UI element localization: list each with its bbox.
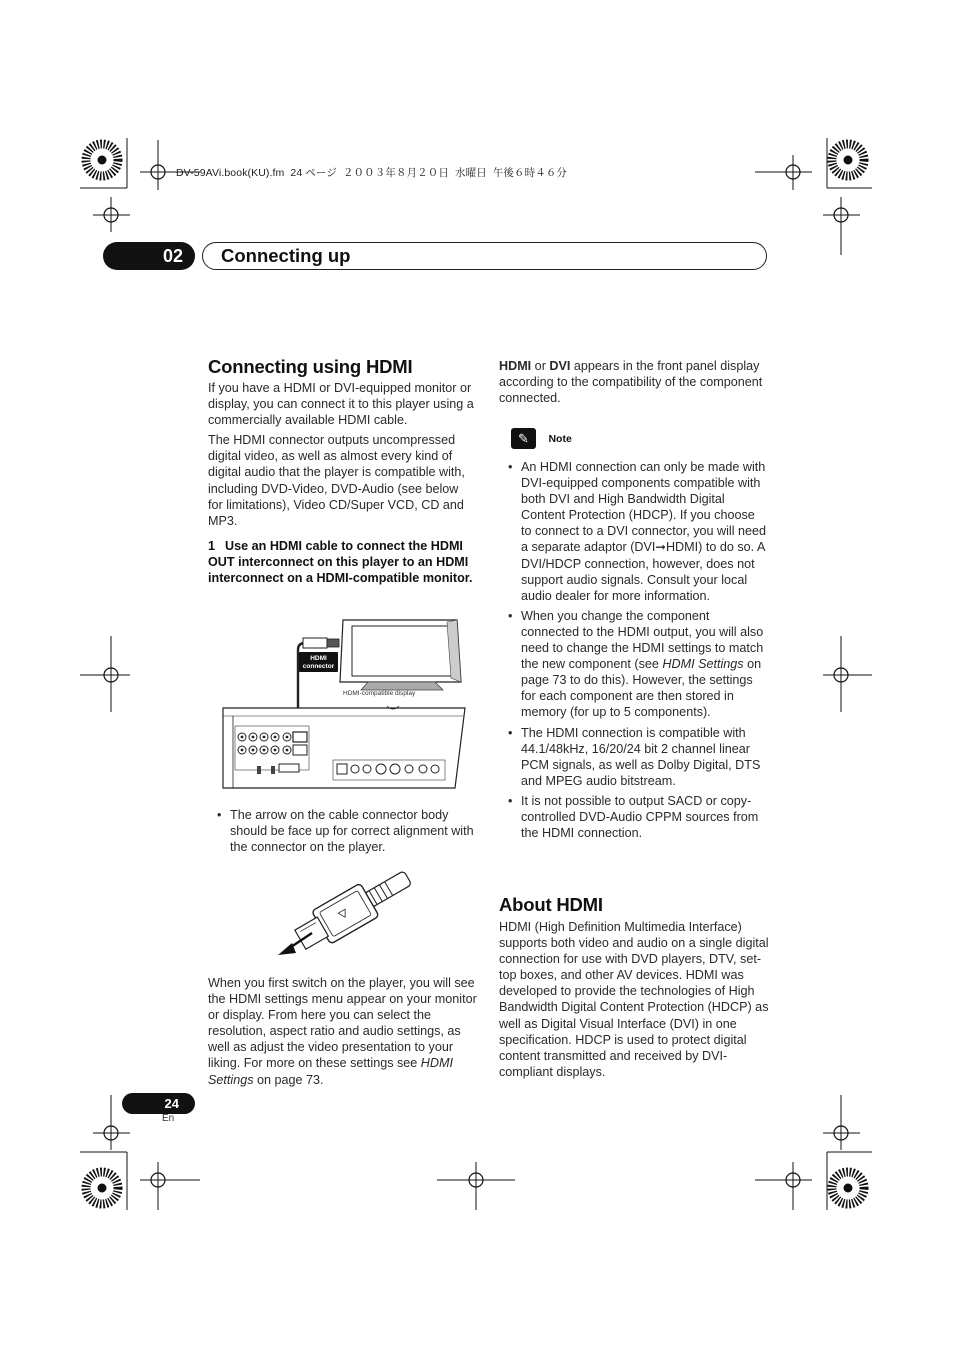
page-language: En	[162, 1113, 175, 1124]
section-heading-about-hdmi: About HDMI	[499, 894, 603, 915]
closing-text: When you first switch on the player, you will see the HDMI settings menu appear on your monitor or display. From here you can select the resolution, aspect ratio and audio settings, as well as adjust the video presentation to your liking. For more on these settings see	[208, 976, 477, 1071]
connector-label-line-1: HDMI	[310, 655, 327, 662]
note-item-1: An HDMI connection can only be made with DVI-equipped components compatible with both DVI and High Bandwidth Digital Content Protection (HDCP). If you choose to connect to a DVI connector, you will need a separate adaptor (DVI➞HDMI) to do so. A DVI/HDCP connection, however, does not support audio signals. Consult your local audio dealer for more information.	[521, 460, 767, 603]
front-panel-paragraph	[499, 358, 767, 410]
crosshair-right-middle	[823, 636, 872, 712]
crosshair-left-lower	[93, 1115, 130, 1150]
front-panel-text	[499, 358, 767, 406]
front-or: or	[531, 359, 550, 373]
intro-paragraph-2: The HDMI connector outputs uncompressed digital video, as well as almost every kind of digital audio that the player is compatible with, including DVD-Video, DVD-Audio (see below for limitations), Video CD/Super VCD, CD and MP3.	[208, 433, 465, 528]
hdmi-connection-figure	[205, 610, 475, 795]
page-number: 24	[164, 1096, 179, 1111]
front-dvi: DVI	[549, 359, 571, 373]
closing-paragraph	[208, 975, 478, 1088]
chapter-title: Connecting up	[221, 245, 351, 266]
arrow-note-list	[208, 807, 476, 855]
chapter-number-badge	[103, 242, 195, 270]
crosshair-left-middle	[80, 636, 130, 712]
note-item-3: The HDMI connection is compatible with 44.1/48kHz, 16/20/24 bit 2 channel linear PCM signals, as well as Dolby Digital, DTS and MPEG audio bitstream.	[521, 725, 761, 788]
connector-label-line-2: connector	[302, 663, 335, 670]
crosshair-right-upper	[823, 197, 860, 232]
file-header: DV-59AVi.book(KU).fm 24 ページ ２００３年８月２０日 水曜日 午後６時４６分	[176, 167, 568, 179]
note-list-container	[499, 459, 767, 845]
front-hdmi: HDMI	[499, 359, 532, 373]
registration-sunburst-bottom-left	[86, 1172, 118, 1204]
step-number: 1	[208, 539, 216, 553]
list-item	[499, 725, 767, 789]
closing-italic-ref: HDMI Settings	[208, 1056, 453, 1087]
left-intro	[208, 380, 476, 533]
crosshair-right-lower	[823, 1115, 860, 1150]
crosshair-bottom-left	[140, 1162, 200, 1210]
page-number-badge	[122, 1093, 195, 1114]
registration-sunburst-bottom-right	[832, 1172, 864, 1204]
bullet-arrow-alignment: The arrow on the cable connector body should be face up for correct alignment with the connector on the player.	[230, 808, 474, 855]
about-paragraph-container	[499, 919, 769, 1084]
list-item	[499, 459, 767, 604]
crosshair-bottom-right	[755, 1162, 812, 1210]
player-rear-panel-illustration	[223, 706, 465, 788]
crosshair-left-upper	[93, 197, 130, 232]
front-rest: appears in the front panel display according to the compatibility of the component connected.	[499, 359, 763, 406]
note-item-2-italic-ref: HDMI Settings	[662, 657, 744, 672]
hdmi-plug-illustration	[270, 865, 420, 965]
closing-text-end: on page 73.	[253, 1072, 324, 1087]
chapter-title-bar	[202, 242, 767, 270]
note-item-2-end: on page 73 to do this). However, the settings for each component are then stored in memory (for up to 5 components).	[521, 657, 762, 720]
note-list	[499, 459, 767, 841]
step-1	[208, 538, 478, 586]
crosshair-bottom-center	[437, 1162, 515, 1210]
left-bullets	[208, 807, 476, 859]
note-item-4: It is not possible to output SACD or copy-controlled DVD-Audio CPPM sources from the HDMI connection.	[521, 793, 759, 841]
registration-sunburst-top-right	[832, 144, 864, 176]
list-item	[208, 807, 476, 855]
note-header	[511, 428, 572, 449]
list-item	[499, 793, 767, 841]
display-label: HDMI-compatible display	[343, 690, 416, 697]
pencil-icon: ✎	[511, 428, 536, 449]
list-item	[499, 608, 767, 721]
left-closing	[208, 975, 478, 1092]
note-label: Note	[548, 432, 572, 445]
section-heading-connecting-hdmi: Connecting using HDMI	[208, 356, 413, 377]
note-item-2: When you change the component connected to the HDMI output, you will also need to change the HDMI settings to match the new component (see	[521, 608, 764, 672]
registration-sunburst-top-left	[86, 144, 118, 176]
crosshair-top-right	[755, 155, 812, 190]
about-paragraph: HDMI (High Definition Multimedia Interface) supports both video and audio on a single digital connection for use with DVD players, DTV, set-top boxes, and other AV devices. HDMI was developed to provide the technologies of High Bandwidth Digital Content Protection (HDCP) as well as Digital Visual Interface (DVI) in one specification. HDCP is used to protect digital content transmitted and received by DVI-compliant displays.	[499, 920, 769, 1079]
hdmi-display-illustration	[340, 620, 461, 690]
step-text: Use an HDMI cable to connect the HDMI OUT interconnect on this player to an HDMI interconnect on a HDMI-compatible monitor.	[208, 539, 473, 586]
chapter-number: 02	[162, 246, 183, 266]
intro-paragraph-1: If you have a HDMI or DVI-equipped monitor or display, you can connect it to this player using a commercially available HDMI cable.	[208, 381, 474, 428]
